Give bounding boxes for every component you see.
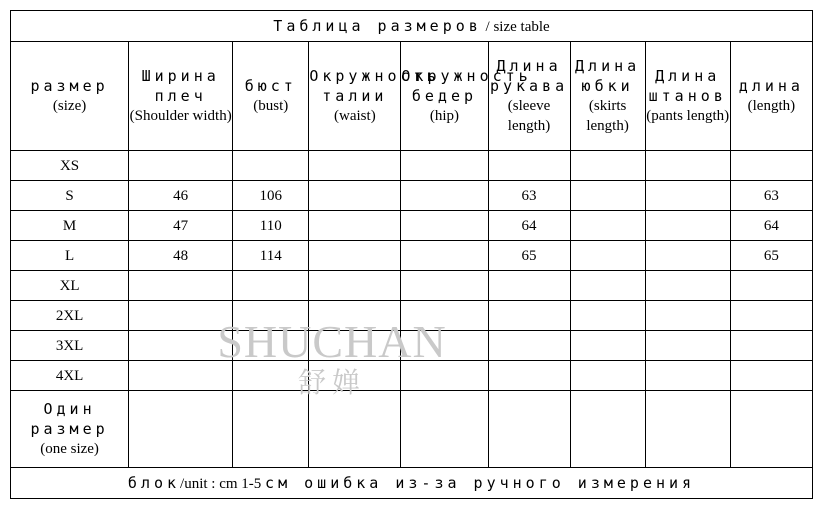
size-label: 3XL [11, 331, 129, 361]
watermark-cjk: 舒婵 [297, 366, 366, 399]
header-waist [309, 42, 440, 151]
header-en: (length) [747, 98, 796, 114]
title-ru: Таблица размеров [273, 16, 482, 35]
cell-skirt [570, 181, 645, 211]
table-row [11, 181, 813, 211]
cell-skirt [570, 331, 645, 361]
cell-length [730, 151, 812, 181]
header-en: (skirts length) [586, 98, 629, 134]
table-cell [233, 391, 309, 468]
cell-length: 65 [730, 241, 812, 271]
cell-pants [645, 331, 730, 361]
header-bust [233, 42, 309, 151]
table-cell [401, 391, 488, 468]
header-en: (hip) [429, 108, 460, 124]
size-label: 4XL [11, 361, 129, 391]
cell-hip [401, 181, 488, 211]
size-table-frame [10, 10, 813, 502]
cell-waist [309, 331, 401, 361]
header-size [11, 42, 129, 151]
cell-waist [309, 271, 401, 301]
one-size-ru: Один размер [30, 400, 109, 438]
cell-waist [309, 211, 401, 241]
cell-length [730, 331, 812, 361]
cell-waist [309, 181, 401, 211]
table-row [11, 211, 813, 241]
cell-sleeve [488, 301, 570, 331]
size-label: XL [11, 271, 129, 301]
header-ru: Длина рукава [489, 57, 569, 95]
cell-pants [645, 151, 730, 181]
cell-bust [233, 331, 309, 361]
table-cell [645, 391, 730, 468]
cell-shoulder [129, 151, 233, 181]
cell-bust [233, 361, 309, 391]
table-row [11, 361, 813, 391]
header-en: (Shoulder width) [129, 108, 232, 124]
cell-skirt [570, 211, 645, 241]
cell-hip [401, 301, 488, 331]
cell-sleeve [488, 361, 570, 391]
cell-bust [233, 301, 309, 331]
header-length [730, 42, 812, 151]
one-size-cell [11, 391, 129, 468]
cell-bust: 106 [233, 181, 309, 211]
header-skirt [570, 42, 645, 151]
cell-skirt [570, 361, 645, 391]
cell-skirt [570, 241, 645, 271]
size-label: M [11, 211, 129, 241]
cell-sleeve: 64 [488, 211, 570, 241]
cell-hip [401, 271, 488, 301]
cell-shoulder [129, 271, 233, 301]
cell-sleeve [488, 331, 570, 361]
cell-waist [309, 361, 401, 391]
cell-sleeve [488, 151, 570, 181]
header-en: (sleeve length) [507, 98, 551, 134]
cell-shoulder [129, 331, 233, 361]
header-ru: Окружность талии [309, 67, 440, 105]
size-label: XS [11, 151, 129, 181]
table-row [11, 241, 813, 271]
cell-skirt [570, 271, 645, 301]
cell-bust: 110 [233, 211, 309, 241]
cell-shoulder: 48 [129, 241, 233, 271]
header-en: (bust) [253, 98, 289, 114]
header-ru: Ширина плеч [141, 67, 220, 105]
size-table [10, 10, 813, 499]
cell-waist [309, 301, 401, 331]
cell-shoulder: 47 [129, 211, 233, 241]
cell-sleeve [488, 271, 570, 301]
header-ru: размер [30, 77, 109, 95]
cell-length [730, 361, 812, 391]
table-cell [309, 391, 401, 468]
table-footer [11, 468, 813, 499]
header-sleeve [488, 42, 570, 151]
cell-hip [401, 361, 488, 391]
header-ru: бюст [244, 77, 297, 95]
cell-skirt [570, 301, 645, 331]
header-ru: Длина штанов [648, 67, 727, 105]
header-shoulder [129, 42, 233, 151]
cell-shoulder: 46 [129, 181, 233, 211]
cell-pants [645, 361, 730, 391]
header-ru: Окружность бедер [401, 67, 532, 105]
table-cell [570, 391, 645, 468]
cell-pants [645, 211, 730, 241]
cell-skirt [570, 151, 645, 181]
table-title [11, 11, 813, 42]
footer-ru-block: блок [127, 473, 181, 492]
table-row [11, 151, 813, 181]
cell-pants [645, 301, 730, 331]
cell-bust [233, 151, 309, 181]
table-cell [129, 391, 233, 468]
cell-pants [645, 271, 730, 301]
cell-pants [645, 181, 730, 211]
cell-waist [309, 151, 401, 181]
cell-length: 64 [730, 211, 812, 241]
footer-unit: /unit : cm 1-5 [180, 475, 266, 492]
watermark-latin: SHUCHAN [217, 316, 447, 367]
header-pants [645, 42, 730, 151]
cell-pants [645, 241, 730, 271]
table-row [11, 301, 813, 331]
cell-shoulder [129, 301, 233, 331]
table-row [11, 271, 813, 301]
title-en: size table [493, 18, 550, 35]
size-label: 2XL [11, 301, 129, 331]
header-row [11, 42, 813, 151]
footer-ru-note: см ошибка из-за ручного измерения [265, 473, 696, 492]
cell-hip [401, 151, 488, 181]
cell-hip [401, 331, 488, 361]
header-en: (size) [52, 98, 87, 114]
cell-bust [233, 271, 309, 301]
header-ru: длина [738, 77, 804, 95]
table-cell [730, 391, 812, 468]
one-size-en: (one size) [40, 441, 99, 457]
table-cell [488, 391, 570, 468]
table-row [11, 331, 813, 361]
cell-sleeve: 63 [488, 181, 570, 211]
header-en: (waist) [334, 108, 376, 124]
cell-length [730, 271, 812, 301]
header-ru: Длина юбки [575, 57, 641, 95]
cell-shoulder [129, 361, 233, 391]
header-en: (pants length) [646, 108, 730, 124]
title-separator: / [481, 18, 494, 35]
cell-hip [401, 241, 488, 271]
cell-bust: 114 [233, 241, 309, 271]
cell-waist [309, 241, 401, 271]
size-label: L [11, 241, 129, 271]
size-label: S [11, 181, 129, 211]
cell-hip [401, 211, 488, 241]
cell-sleeve: 65 [488, 241, 570, 271]
cell-length: 63 [730, 181, 812, 211]
cell-length [730, 301, 812, 331]
one-size-row [11, 391, 813, 468]
